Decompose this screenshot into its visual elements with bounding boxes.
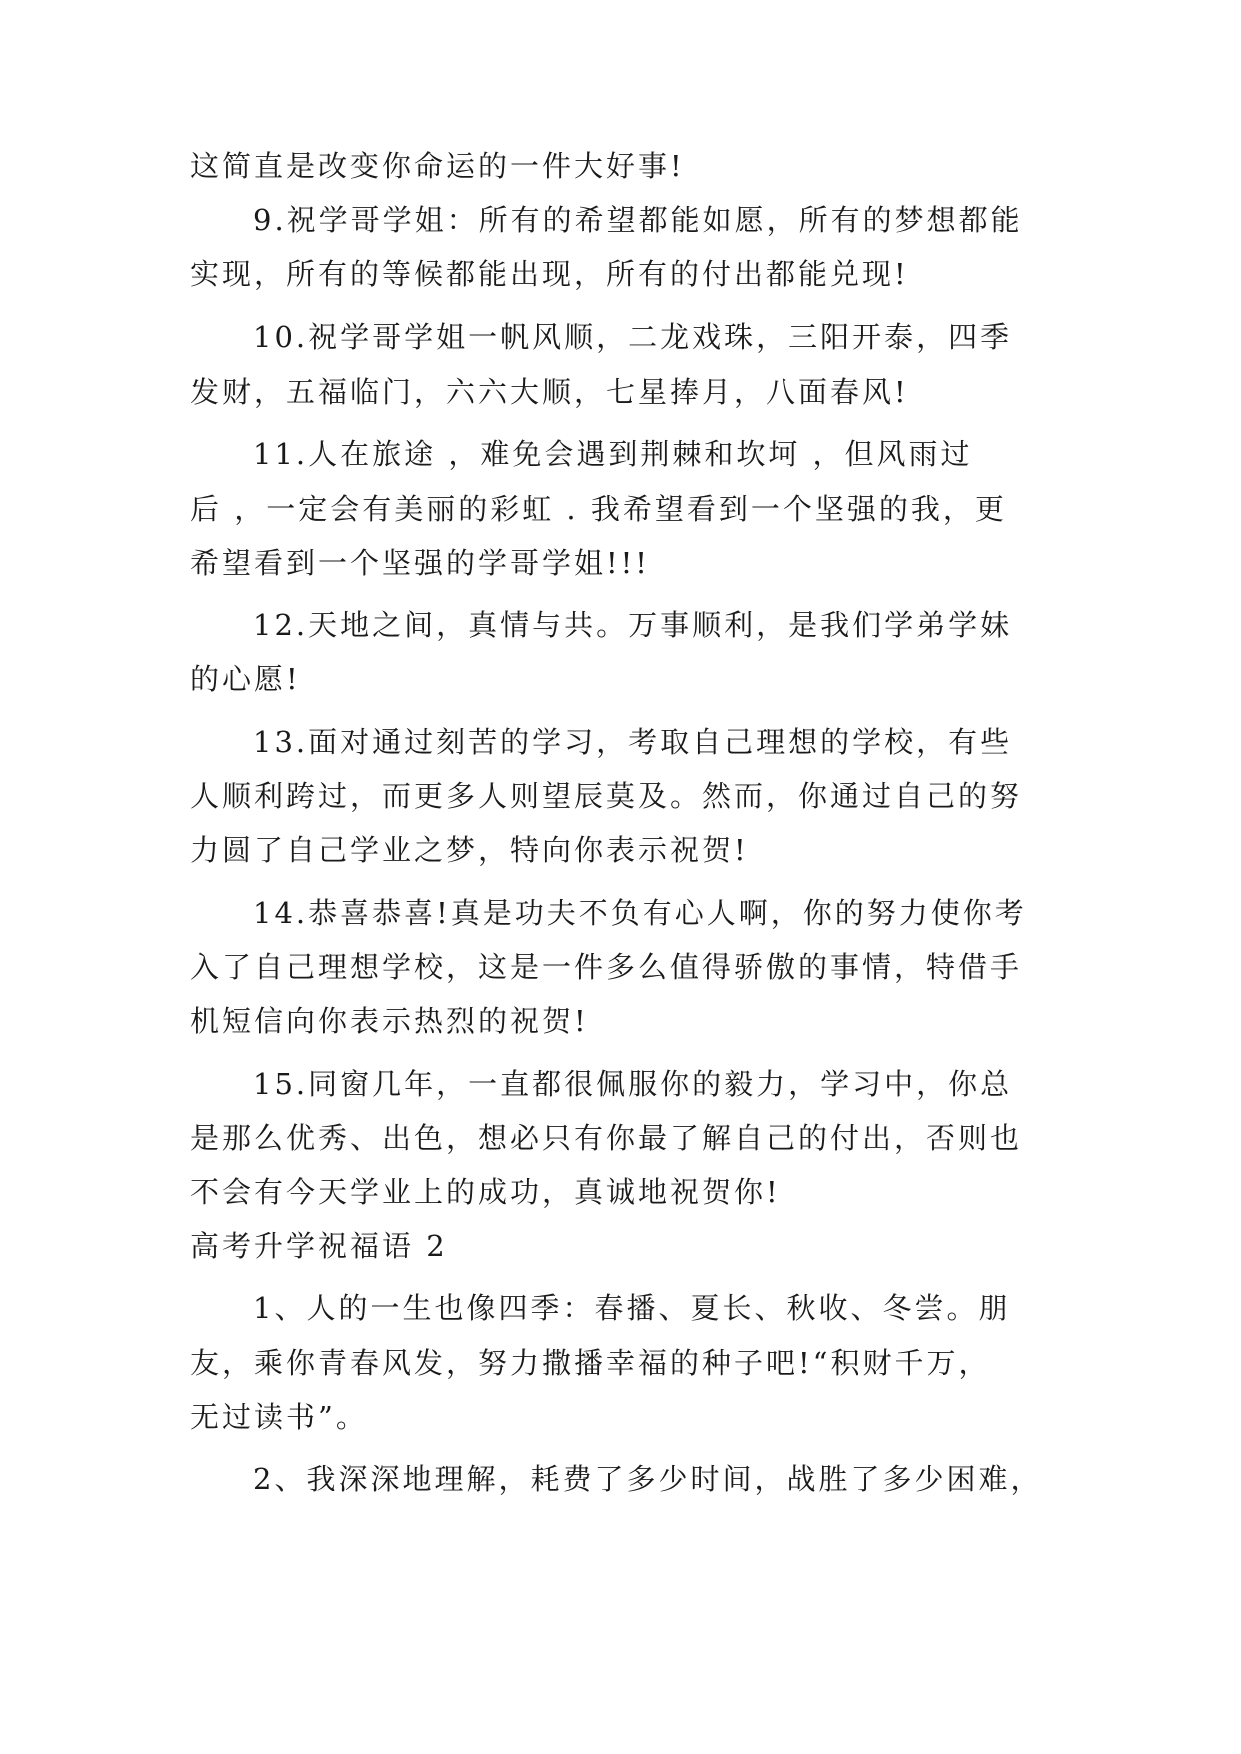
paragraph-line: 10.祝学哥学姐一帆风顺，二龙戏珠，三阳开泰，四季 xyxy=(253,320,1013,354)
paragraph-line: 2、我深深地理解，耗费了多少时间，战胜了多少困难， xyxy=(253,1462,1043,1496)
paragraph-line: 11.人在旅途 ，难免会遇到荆棘和坎坷 ，但风雨过 xyxy=(253,437,973,471)
section-heading: 高考升学祝福语 2 xyxy=(190,1229,448,1263)
paragraph-line: 实现，所有的等候都能出现，所有的付出都能兑现! xyxy=(190,257,909,291)
paragraph-line: 希望看到一个坚强的学哥学姐!!! xyxy=(190,546,650,580)
paragraph-line: 这简直是改变你命运的一件大好事! xyxy=(190,149,685,183)
paragraph-line: 15.同窗几年，一直都很佩服你的毅力，学习中，你总 xyxy=(253,1067,1013,1101)
paragraph-line: 的心愿! xyxy=(190,662,301,696)
paragraph-line: 后 ，一定会有美丽的彩虹 . 我希望看到一个坚强的我，更 xyxy=(190,492,1007,526)
paragraph-line: 14.恭喜恭喜!真是功夫不负有心人啊，你的努力使你考 xyxy=(253,896,1027,930)
paragraph-line: 发财，五福临门，六六大顺，七星捧月，八面春风! xyxy=(190,375,909,409)
paragraph-line: 机短信向你表示热烈的祝贺! xyxy=(190,1004,589,1038)
paragraph-line: 友，乘你青春风发，努力撒播幸福的种子吧!“积财千万， xyxy=(190,1346,991,1380)
paragraph-line: 1、人的一生也像四季：春播、夏长、秋收、冬尝。朋 xyxy=(253,1291,1011,1325)
paragraph-line: 13.面对通过刻苦的学习，考取自己理想的学校，有些 xyxy=(253,725,1013,759)
paragraph-line: 无过读书”。 xyxy=(190,1400,368,1434)
paragraph-line: 12.天地之间，真情与共。万事顺利，是我们学弟学妹 xyxy=(253,608,1013,642)
paragraph-line: 人顺利跨过，而更多人则望辰莫及。然而，你通过自己的努 xyxy=(190,779,1023,813)
paragraph-line: 不会有今天学业上的成功，真诚地祝贺你! xyxy=(190,1175,781,1209)
paragraph-line: 是那么优秀、出色，想必只有你最了解自己的付出，否则也 xyxy=(190,1121,1023,1155)
paragraph-line: 9.祝学哥学姐：所有的希望都能如愿，所有的梦想都能 xyxy=(253,203,1023,237)
paragraph-line: 入了自己理想学校，这是一件多么值得骄傲的事情，特借手 xyxy=(190,950,1023,984)
paragraph-line: 力圆了自己学业之梦，特向你表示祝贺! xyxy=(190,833,749,867)
